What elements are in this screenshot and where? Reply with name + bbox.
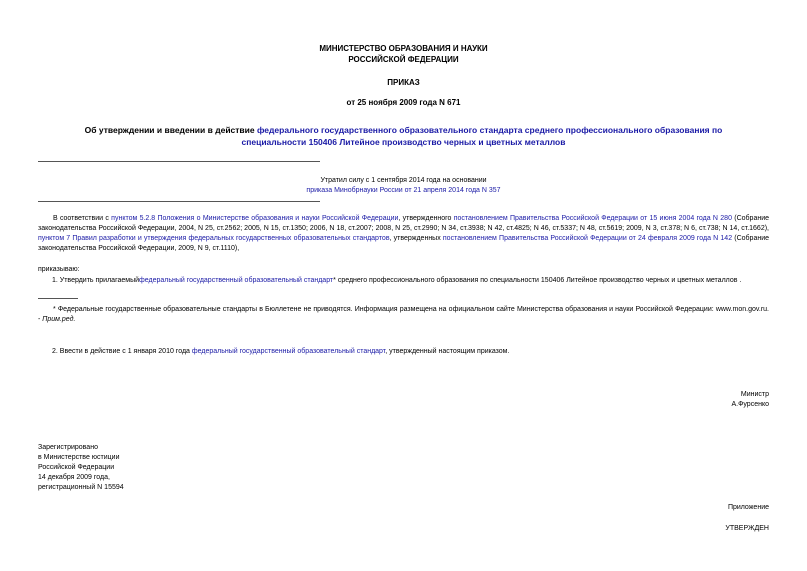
registration-line-2: в Министерстве юстиции — [38, 454, 120, 461]
title-standard-link[interactable]: федерального государственного образовательного стандарта среднего профессионального образования по специальности 150406 Литейное производство черных и цветных металлов — [241, 125, 723, 147]
registration-line-5: регистрационный N 15594 — [38, 484, 124, 491]
footnote-text: * Федеральные государственные образовательные стандарты в Бюллетене не приводятся. Информация размещена на официальном сайте Министерства образования и науки Российской Федерации: www.mon.gov.ru. - — [38, 306, 769, 323]
preamble-text-4: , утвержденных — [389, 235, 443, 242]
preamble-text-3: (Собрание законодательства Российской Федерации, 2004, N 25, ст.2562; 2005, N 15, ст.1350; 2006, N 18, ст.2007; 2008, N 25, ст.2990; N 34, ст.3938; N 42, ст.4825; N 46, ст.5337; N 48, ст.5619; 2009, N 3, ст.378; N 6, ст.738; N 14, ст.1662), — [38, 215, 770, 232]
divider-bottom — [38, 201, 320, 202]
footnote-note: Прим.ред. — [42, 316, 76, 323]
repeal-order-link[interactable]: приказа Минобрнауки России от 21 апреля 2014 года N 357 — [306, 187, 501, 194]
item-2-text-1: 2. Ввести в действие с 1 января 2010 года — [52, 348, 192, 355]
resolution-142-link[interactable]: постановлением Правительства Российской Федерации от 24 февраля 2009 года N 142 — [442, 235, 733, 242]
item-2-text-2: , утвержденный настоящим приказом. — [385, 348, 510, 355]
preamble-text-5: (Собрание законодательства Российской Федерации, 2009, N 9, ст.1110), — [38, 235, 770, 252]
signature-name: А.Фурсенко — [731, 401, 769, 408]
approved-label: УТВЕРЖДЕН — [725, 525, 769, 532]
footnote-divider — [38, 298, 78, 299]
divider-top — [38, 161, 320, 162]
status-line: Утратил силу с 1 сентября 2014 года на основании — [320, 177, 487, 184]
ministry-line-2: РОССИЙСКОЙ ФЕДЕРАЦИИ — [348, 55, 459, 64]
status-link-wrap — [0, 186, 807, 196]
footnote — [38, 305, 769, 325]
rules-link[interactable]: пунктом 7 Правил разработки и утверждения федеральных государственных образовательных стандартов — [38, 235, 390, 242]
resolution-280-link[interactable]: постановлением Правительства Российской Федерации от 15 июня 2004 года N 280 — [453, 215, 732, 222]
item-1 — [52, 276, 772, 286]
regulation-link[interactable]: пунктом 5.2.8 Положения о Министерстве образования и науки Российской Федерации — [111, 215, 399, 222]
registration-line-1: Зарегистрировано — [38, 444, 98, 451]
doc-type: ПРИКАЗ — [387, 78, 420, 87]
registration-line-3: Российской Федерации — [38, 464, 115, 471]
item-2 — [52, 347, 772, 357]
signature-role: Министр — [740, 391, 769, 398]
registration-line-4: 14 декабря 2009 года, — [38, 474, 110, 481]
standard-link-2[interactable]: федеральный государственный образовательный стандарт — [191, 348, 386, 355]
appendix-label: Приложение — [727, 504, 769, 511]
ministry-line-1: МИНИСТЕРСТВО ОБРАЗОВАНИЯ И НАУКИ — [319, 44, 488, 53]
standard-link[interactable]: федеральный государственный образовательный стандарт — [139, 277, 334, 284]
title-prefix: Об утверждении и введении в действие — [84, 125, 257, 135]
item-1-text-3: . — [737, 277, 742, 284]
preamble-paragraph — [38, 214, 769, 254]
preamble-text-1: В соответствии с — [53, 215, 112, 222]
item-1-text-1: 1. Утвердить прилагаемый — [52, 277, 140, 284]
preamble-text-2: , утвержденного — [398, 215, 454, 222]
doc-date: от 25 ноября 2009 года N 671 — [346, 98, 461, 107]
document-title — [60, 124, 747, 148]
item-1-text-2: * среднего профессионального образования по специальности 150406 Литейное производство черных и цветных металлов — [333, 277, 738, 284]
order-word: приказываю: — [38, 266, 80, 273]
